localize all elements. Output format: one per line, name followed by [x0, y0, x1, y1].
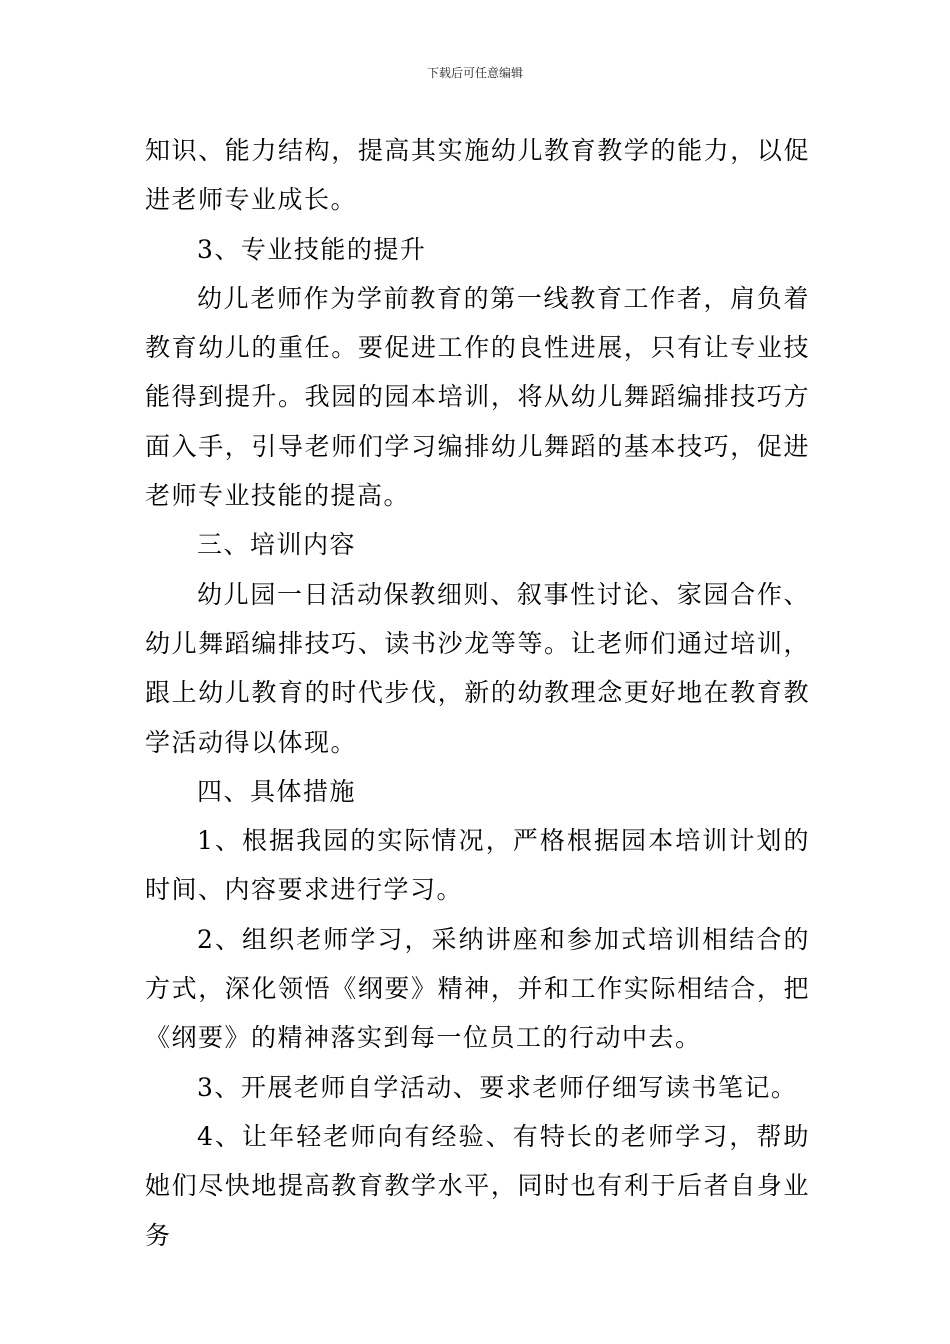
paragraph-7: 1、根据我园的实际情况，严格根据园本培训计划的时间、内容要求进行学习。 — [145, 826, 810, 905]
paragraph-3: 幼儿老师作为学前教育的第一线教育工作者，肩负着教育幼儿的重任。要促进工作的良性进展，只有让专业技能得到提升。我园的园本培训，将从幼儿舞蹈编排技巧方面入手，引导老师们学习编排幼儿舞蹈的基本技巧，促进老师专业技能的提高。 — [145, 283, 810, 511]
paragraph-6: 四、具体措施 — [197, 776, 357, 806]
paragraph-1: 知识、能力结构，提高其实施幼儿教育教学的能力，以促进老师专业成长。 — [145, 136, 810, 215]
paragraph-4: 三、培训内容 — [197, 530, 357, 560]
paragraph-5: 幼儿园一日活动保教细则、叙事性讨论、家园合作、幼儿舞蹈编排技巧、读书沙龙等等。让老师们通过培训，跟上幼儿教育的时代步伐，新的幼教理念更好地在教育教学活动得以体现。 — [145, 579, 810, 757]
paragraph-8: 2、组织老师学习，采纳讲座和参加式培训相结合的方式，深化领悟《纲要》精神，并和工作实际相结合，把《纲要》的精神落实到每一位员工的行动中去。 — [145, 924, 810, 1053]
paragraph-9: 3、开展老师自学活动、要求老师仔细写读书笔记。 — [197, 1072, 798, 1102]
page-header: 下载后可任意编辑 — [426, 66, 523, 80]
paragraph-10: 4、让年轻老师向有经验、有特长的老师学习，帮助她们尽快地提高教育教学水平，同时也有利于后者自身业务 — [145, 1121, 810, 1250]
paragraph-2: 3、专业技能的提升 — [197, 234, 427, 264]
document-body — [145, 126, 810, 1260]
